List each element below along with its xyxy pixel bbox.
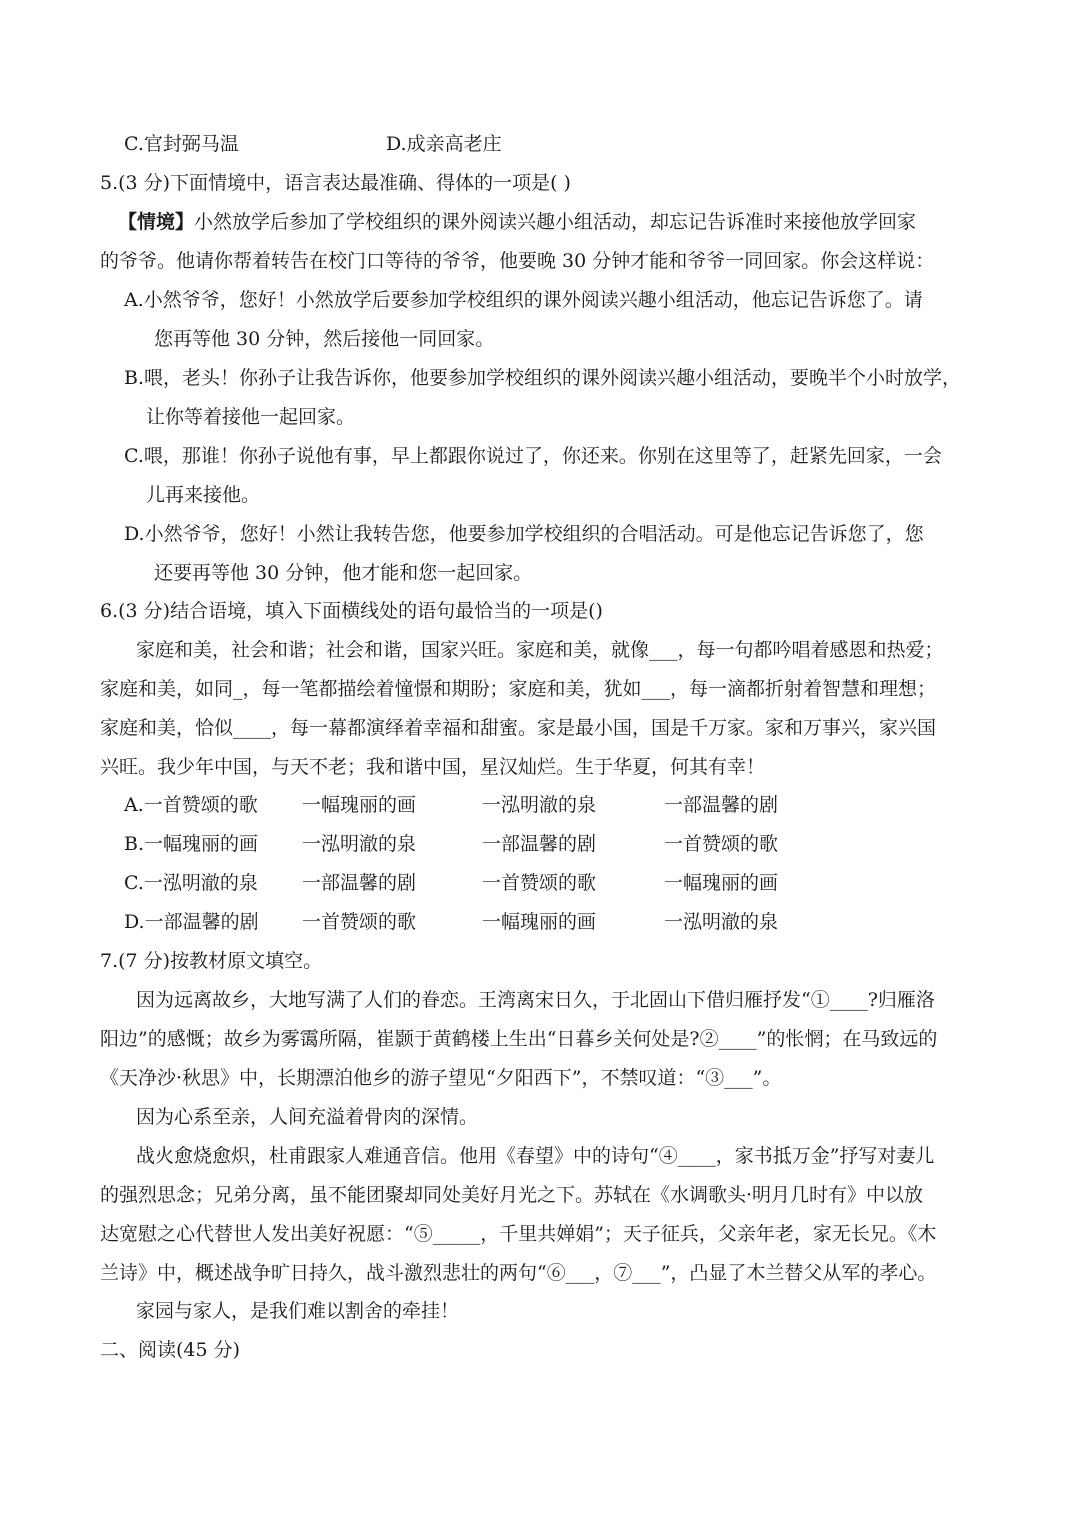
q5-option-b-line-2: 让你等着接他一起回家。: [146, 406, 356, 428]
q5-option-a-line-2: 您再等他 30 分钟，然后接他一同回家。: [154, 328, 495, 350]
q6-option-c-item-1: C.一泓明澈的泉: [124, 872, 258, 894]
q6-passage-line-4: 兴旺。我少年中国，与天不老；我和谐中国，星汉灿烂。生于华夏，何其有幸！: [100, 756, 766, 778]
q6-passage-line-2: 家庭和美，如同_，每一笔都描绘着憧憬和期盼；家庭和美，犹如___，每一滴都折射着智慧和理想；: [100, 678, 937, 700]
q6-passage-line-3: 家庭和美，恰似____，每一幕都演绎着幸福和甜蜜。家是最小国，国是千万家。家和万事兴，家兴国: [100, 717, 937, 739]
q7-para-4: 家园与家人，是我们难以割舍的牵挂！: [136, 1300, 460, 1322]
q6-option-a-item-4: 一部温馨的剧: [664, 794, 779, 816]
q6-option-d-item-1: D.一部温馨的剧: [124, 911, 259, 933]
q7-stem: 7.(7 分)按教材原文填空。: [100, 950, 323, 972]
q5-context-text-1: 小然放学后参加了学校组织的课外阅读兴趣小组活动，却忘记告诉准时来接他放学回家: [194, 211, 917, 233]
q5-context-line-2: 的爷爷。他请你帮着转告在校门口等待的爷爷，他要晚 30 分钟才能和爷爷一同回家。你会这样说：: [100, 250, 935, 272]
q5-context-line-1: [118, 209, 916, 235]
q6-option-a-item-3: 一泓明澈的泉: [482, 794, 597, 816]
q5-option-b-line-1: B.喂，老头！你孙子让我告诉你，他要参加学校组织的课外阅读兴趣小组活动，要晚半个小时放学，: [124, 367, 962, 389]
q6-option-d-item-2: 一首赞颂的歌: [302, 911, 417, 933]
q5-option-c-line-1: C.喂，那谁！你孙子说他有事，早上都跟你说过了，你还来。你别在这里等了，赶紧先回家，一会: [124, 445, 942, 467]
q6-option-b-item-2: 一泓明澈的泉: [302, 833, 417, 855]
q6-option-b-item-3: 一部温馨的剧: [482, 833, 597, 855]
q7-para-3-line-1: 战火愈烧愈炽，杜甫跟家人难通音信。他用《春望》中的诗句“④____，家书抵万金”抒写对妻儿: [136, 1145, 935, 1167]
q6-option-c-item-3: 一首赞颂的歌: [482, 872, 597, 894]
q5-stem: 5.(3 分)下面情境中，语言表达最准确、得体的一项是( ): [100, 172, 571, 194]
q6-option-d-item-4: 一泓明澈的泉: [664, 911, 779, 933]
q6-passage-line-1: 家庭和美，社会和谐；社会和谐，国家兴旺。家庭和美，就像___，每一句都吟唱着感恩和热爱；: [136, 639, 944, 661]
q7-para-3-line-4: 兰诗》中，概述战争旷日持久，战斗激烈悲壮的两句“⑥___，⑦___”，凸显了木兰替父从军的孝心。: [100, 1262, 937, 1284]
q5-option-d-line-1: D.小然爷爷，您好！小然让我转告您，他要参加学校组织的合唱活动。可是他忘记告诉您了，您: [124, 523, 924, 545]
q6-option-a-item-1: A.一首赞颂的歌: [124, 794, 258, 816]
q7-para-1-line-2: 阳边”的感慨；故乡为雾霭所隔，崔颢于黄鹤楼上生出“日暮乡关何处是?②____”的怅惘；在马致远的: [100, 1028, 938, 1050]
q6-option-d-item-3: 一幅瑰丽的画: [482, 911, 597, 933]
q6-option-a-item-2: 一幅瑰丽的画: [302, 794, 417, 816]
section-2-heading: 二、阅读(45 分): [100, 1339, 241, 1361]
q6-option-c-item-2: 一部温馨的剧: [302, 872, 417, 894]
q7-para-3-line-3: 达宽慰之心代替世人发出美好祝愿：“⑤_____，千里共婵娟”；天子征兵，父亲年老，家无长兄。《木: [100, 1223, 937, 1245]
q6-stem: 6.(3 分)结合语境，填入下面横线处的语句最恰当的一项是(): [100, 600, 603, 622]
q7-para-3-line-2: 的强烈思念；兄弟分离，虽不能团聚却同处美好月光之下。苏轼在《水调歌头·明月几时有》中以放: [100, 1184, 924, 1206]
q6-option-c-item-4: 一幅瑰丽的画: [664, 872, 779, 894]
q6-option-b-item-4: 一首赞颂的歌: [664, 833, 779, 855]
q5-context-tag: 【情境】: [118, 211, 195, 233]
q4-option-c: C.官封弼马温: [124, 133, 239, 155]
q5-option-d-line-2: 还要再等他 30 分钟，他才能和您一起回家。: [154, 562, 533, 584]
q5-option-a-line-1: A.小然爷爷，您好！小然放学后要参加学校组织的课外阅读兴趣小组活动，他忘记告诉您了。请: [124, 289, 923, 311]
q7-para-2: 因为心系至亲，人间充溢着骨肉的深情。: [136, 1106, 479, 1128]
q4-option-d: D.成亲高老庄: [386, 133, 502, 155]
q6-option-b-item-1: B.一幅瑰丽的画: [124, 833, 259, 855]
q7-para-1-line-1: 因为远离故乡，大地写满了人们的眷恋。王湾离宋日久，于北固山下借归雁抒发“①____?归雁洛: [136, 989, 935, 1011]
q7-para-1-line-3: 《天净沙·秋思》中，长期漂泊他乡的游子望见“夕阳西下”，不禁叹道：“③___”。: [100, 1067, 782, 1089]
q5-option-c-line-2: 儿再来接他。: [146, 484, 261, 506]
